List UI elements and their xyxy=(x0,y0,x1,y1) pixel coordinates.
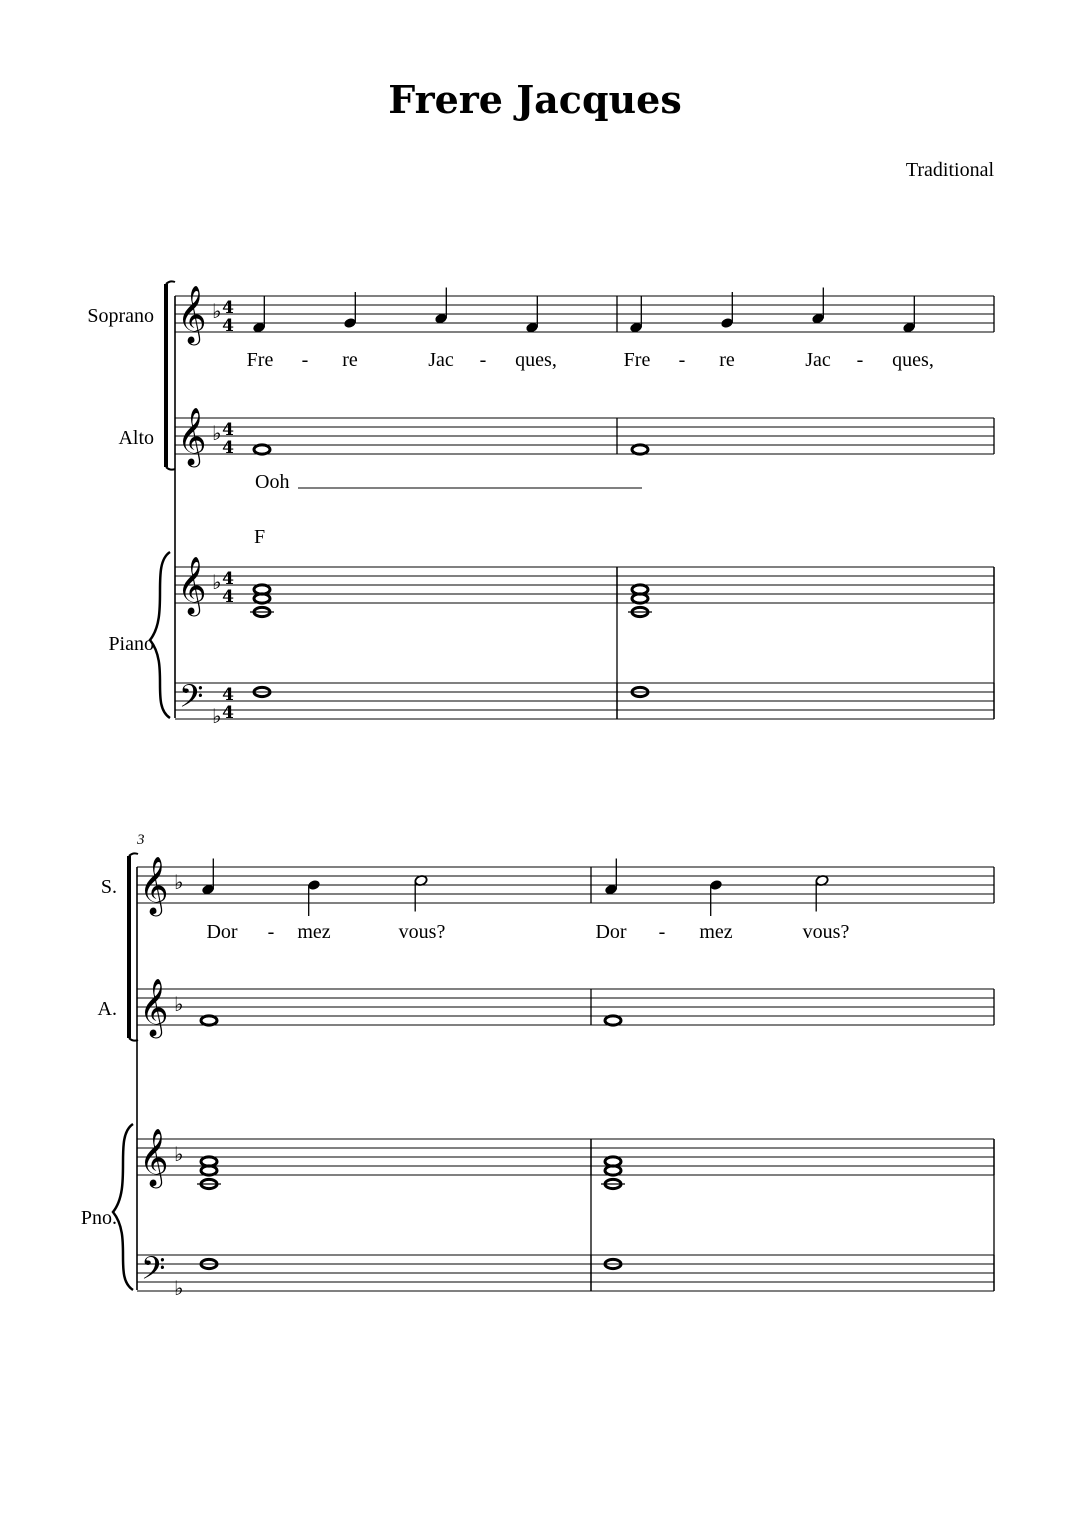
soprano-lyric-hyphen: - xyxy=(658,921,666,943)
piano-brace xyxy=(150,552,170,718)
alto-whole-note xyxy=(605,1016,621,1025)
piano-whole-note xyxy=(632,585,648,594)
flat-icon: ♭ xyxy=(212,570,222,594)
treble-clef-icon: 𝄞 xyxy=(139,1128,169,1186)
treble-clef-icon: 𝄞 xyxy=(177,407,207,465)
piano-whole-note xyxy=(254,585,270,594)
soprano-lyric: Jac xyxy=(428,349,454,371)
flat-icon: ♭ xyxy=(174,1276,184,1300)
soprano-lyric: re xyxy=(342,349,358,371)
alto-whole-note xyxy=(632,445,648,454)
soprano-lyric-hyphen: - xyxy=(301,349,309,371)
alto-lyric: Ooh xyxy=(255,471,290,493)
score-title: Frere Jacques xyxy=(388,77,682,122)
soprano-lyric: ques, xyxy=(892,349,934,371)
soprano-lyric-hyphen: - xyxy=(856,349,864,371)
time-signature-top: 4 xyxy=(222,420,234,440)
soprano-lyric: mez xyxy=(297,921,331,943)
piano-label: Pno. xyxy=(80,1207,117,1229)
alto-label: A. xyxy=(97,998,117,1020)
choir-bracket-top xyxy=(166,281,175,284)
system-2 xyxy=(81,832,994,1300)
soprano-label: S. xyxy=(100,876,117,898)
soprano-lyric: mez xyxy=(699,921,733,943)
choir-bracket-top xyxy=(129,853,138,856)
piano-label: Piano xyxy=(108,633,154,655)
alto-label: Alto xyxy=(118,427,154,449)
flat-icon: ♭ xyxy=(174,1142,184,1166)
soprano-lyric-hyphen: - xyxy=(678,349,686,371)
flat-icon: ♭ xyxy=(174,992,184,1016)
treble-clef-icon: 𝄞 xyxy=(177,556,207,614)
alto-whole-note xyxy=(201,1016,217,1025)
soprano-lyric: Fre xyxy=(246,349,274,371)
soprano-lyric: Fre xyxy=(623,349,651,371)
piano-whole-note xyxy=(605,1157,621,1166)
time-signature-top: 4 xyxy=(222,685,234,705)
time-signature-bottom: 4 xyxy=(222,703,234,723)
treble-clef-icon: 𝄞 xyxy=(139,856,169,914)
soprano-lyric: vous? xyxy=(398,921,446,943)
flat-icon: ♭ xyxy=(212,704,222,728)
piano-brace xyxy=(113,1124,133,1290)
soprano-lyric-hyphen: - xyxy=(479,349,487,371)
soprano-lyric-hyphen: - xyxy=(267,921,275,943)
soprano-lyric: Dor xyxy=(206,921,238,943)
time-signature-top: 4 xyxy=(222,298,234,318)
flat-icon: ♭ xyxy=(174,870,184,894)
time-signature-bottom: 4 xyxy=(222,438,234,458)
treble-clef-icon: 𝄞 xyxy=(177,285,207,343)
soprano-lyric: vous? xyxy=(802,921,850,943)
treble-clef-icon: 𝄞 xyxy=(139,978,169,1036)
bass-clef-icon: 𝄢 xyxy=(141,1250,166,1294)
bar-number: 3 xyxy=(137,832,145,848)
soprano-lyric: ques, xyxy=(515,349,557,371)
piano-whole-note xyxy=(201,1157,217,1166)
soprano-label: Soprano xyxy=(87,305,154,327)
composer: Traditional xyxy=(905,159,994,181)
soprano-lyric: Jac xyxy=(805,349,831,371)
chord-symbol: F xyxy=(254,526,266,548)
flat-icon: ♭ xyxy=(212,299,222,323)
time-signature-bottom: 4 xyxy=(222,587,234,607)
soprano-lyric: Dor xyxy=(595,921,627,943)
bass-clef-icon: 𝄢 xyxy=(179,678,204,722)
soprano-lyric: re xyxy=(719,349,735,371)
time-signature-bottom: 4 xyxy=(222,316,234,336)
flat-icon: ♭ xyxy=(212,421,222,445)
time-signature-top: 4 xyxy=(222,569,234,589)
system-1 xyxy=(87,281,994,728)
choir-bracket-bottom xyxy=(166,467,175,470)
alto-whole-note xyxy=(254,445,270,454)
